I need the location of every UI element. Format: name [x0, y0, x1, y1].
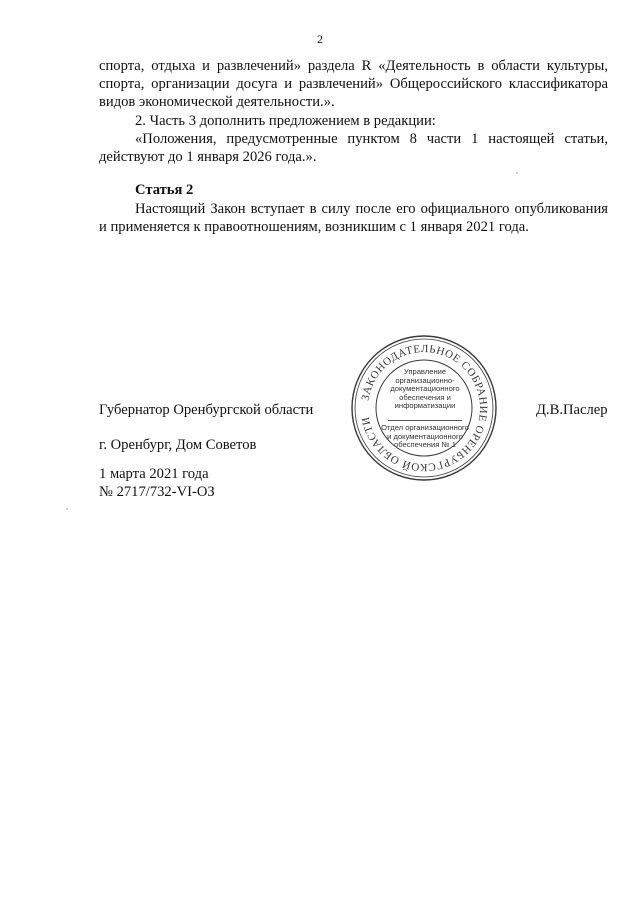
scan-speck — [516, 172, 518, 174]
body-paragraph-4: Настоящий Закон вступает в силу после его официального опубликования и применяется к правоотношениям, возникшим с 1 января 2021 года. — [99, 201, 608, 236]
scan-speck — [66, 508, 68, 510]
governor-name: Д.В.Паслер — [536, 402, 608, 418]
body-paragraph-3: «Положения, предусмотренные пунктом 8 части 1 настоящей статьи, действуют до 1 января 2026 года.». — [99, 131, 608, 166]
page-number: 2 — [317, 32, 323, 46]
signing-date: 1 марта 2021 года — [99, 466, 209, 482]
law-number: № 2717/732-VI-ОЗ — [99, 484, 215, 500]
body-paragraph-1: спорта, отдыха и развлечений» раздела R «Деятельность в области культуры, спорта, организации досуга и развлечений» Общероссийского классификатора видов экономической деятельности.». — [99, 58, 608, 111]
signing-place: г. Оренбург, Дом Советов — [99, 437, 257, 453]
seal-office-text: Отдел организационного и документационного обеспечения № 1 — [381, 423, 469, 450]
seal-ring-textpath: ЗАКОНОДАТЕЛЬНОЕ СОБРАНИЕ ОРЕНБУРГСКОЙ ОБЛАСТИ — [359, 342, 490, 474]
seal-department-text: Управление организационно-документационного обеспечения и информатизации — [390, 367, 460, 411]
governor-title: Губернатор Оренбургской области — [99, 402, 314, 418]
seal-divider — [388, 420, 462, 421]
article-title: Статья 2 — [135, 182, 194, 198]
body-paragraph-2: 2. Часть 3 дополнить предложением в редакции: — [135, 113, 436, 129]
